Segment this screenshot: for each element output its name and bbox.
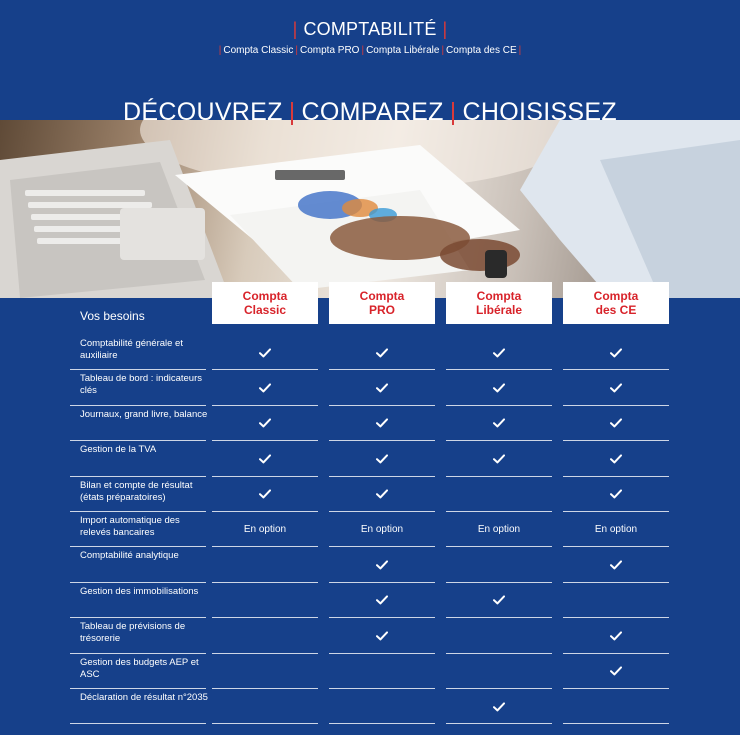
headline [0, 98, 740, 127]
empty-cell [212, 689, 318, 724]
check-icon [329, 618, 435, 653]
hero-photo [0, 120, 740, 298]
table-row [70, 370, 670, 405]
check-icon [563, 477, 669, 512]
check-icon [446, 689, 552, 724]
column-header-line: Classic [243, 303, 286, 317]
check-icon [212, 335, 318, 370]
check-icon [563, 547, 669, 582]
empty-cell [563, 583, 669, 618]
headline-choose: CHOISISSEZ [462, 98, 617, 126]
check-icon [329, 477, 435, 512]
table-row [70, 406, 670, 441]
check-icon [329, 441, 435, 476]
comparison-table [70, 282, 670, 724]
option-text: En option [360, 524, 404, 536]
row-label: Journaux, grand livre, balance [80, 408, 208, 420]
table-row [70, 477, 670, 512]
row-divider [446, 723, 552, 724]
nav-separator: | [218, 45, 222, 56]
check-icon [563, 370, 669, 405]
title-separator-left: | [292, 19, 298, 39]
column-header-line: PRO [368, 303, 395, 317]
table-row [70, 335, 670, 370]
check-icon [563, 441, 669, 476]
check-icon [329, 406, 435, 441]
product-nav [0, 45, 740, 56]
column-header-compta-classic [212, 282, 318, 324]
row-divider [329, 723, 435, 724]
row-label: Comptabilité générale et auxiliaire [80, 338, 183, 361]
empty-cell [563, 689, 669, 724]
nav-link-compta-ce[interactable]: Compta des CE [446, 45, 517, 56]
check-icon [563, 618, 669, 653]
title-separator-right: | [442, 19, 448, 39]
column-header-compta-pro [329, 282, 435, 324]
nav-link-compta-pro[interactable]: Compta PRO [299, 45, 360, 56]
empty-cell [446, 654, 552, 689]
table-row [70, 547, 670, 582]
check-icon [329, 335, 435, 370]
empty-cell [212, 583, 318, 618]
row-label: Tableau de prévisions de trésorerie [80, 621, 186, 645]
empty-cell [212, 618, 318, 653]
column-header-line: des CE [595, 303, 637, 317]
check-icon [329, 370, 435, 405]
empty-cell [446, 547, 552, 582]
row-label: Tableau de bord : indicateurs clés [80, 373, 202, 397]
column-header-compta-ce [563, 282, 669, 324]
row-divider [70, 723, 206, 724]
nav-separator: | [361, 45, 365, 56]
column-header-line: Compta [242, 289, 288, 303]
row-label: Bilan et compte de résultat (états préparatoires) [80, 479, 193, 503]
row-label: Import automatique des relevés bancaires [80, 514, 180, 538]
check-icon [563, 406, 669, 441]
option-text: En option [243, 524, 287, 536]
table-row [70, 689, 670, 724]
column-header-line: Compta [476, 289, 522, 303]
check-icon [212, 370, 318, 405]
row-divider [212, 723, 318, 724]
table-row [70, 654, 670, 689]
needs-label: Vos besoins [80, 309, 145, 323]
empty-cell [329, 689, 435, 724]
table-row [70, 618, 670, 653]
check-icon [563, 654, 669, 689]
check-icon [446, 335, 552, 370]
page-title [0, 19, 740, 40]
option-text: En option [594, 524, 638, 536]
nav-separator: | [518, 45, 522, 56]
row-label: Gestion des budgets AEP et ASC [80, 656, 199, 680]
column-header-compta-liberale [446, 282, 552, 324]
table-row [70, 512, 670, 547]
empty-cell [212, 547, 318, 582]
hero-illustration [0, 120, 740, 298]
headline-separator: | [288, 98, 296, 126]
column-header-line: Libérale [475, 303, 523, 317]
headline-compare: COMPAREZ [301, 98, 444, 126]
check-icon [212, 441, 318, 476]
row-label: Comptabilité analytique [80, 550, 179, 562]
table-row [70, 441, 670, 476]
check-icon [446, 441, 552, 476]
empty-cell [446, 477, 552, 512]
check-icon [212, 477, 318, 512]
empty-cell [329, 654, 435, 689]
headline-discover: DÉCOUVREZ [123, 98, 283, 126]
empty-cell [446, 618, 552, 653]
title-text: COMPTABILITÉ [303, 19, 437, 39]
check-icon [446, 370, 552, 405]
check-icon [446, 406, 552, 441]
table-row [70, 583, 670, 618]
row-label: Déclaration de résultat n°2035 [80, 691, 208, 703]
column-header-line: Compta [359, 289, 405, 303]
nav-separator: | [441, 45, 445, 56]
row-divider [563, 723, 669, 724]
headline-separator: | [449, 98, 457, 126]
nav-separator: | [295, 45, 298, 56]
check-icon [563, 335, 669, 370]
nav-link-compta-classic[interactable]: Compta Classic [223, 45, 294, 56]
column-header-line: Compta [593, 289, 639, 303]
nav-link-compta-liberale[interactable]: Compta Libérale [366, 45, 440, 56]
table-body [70, 335, 670, 724]
row-label: Gestion de la TVA [80, 444, 157, 456]
check-icon [329, 583, 435, 618]
option-text: En option [477, 524, 521, 536]
row-label: Gestion des immobilisations [80, 585, 199, 597]
check-icon [329, 547, 435, 582]
check-icon [212, 406, 318, 441]
check-icon [446, 583, 552, 618]
empty-cell [212, 654, 318, 689]
table-header-row [70, 282, 670, 335]
